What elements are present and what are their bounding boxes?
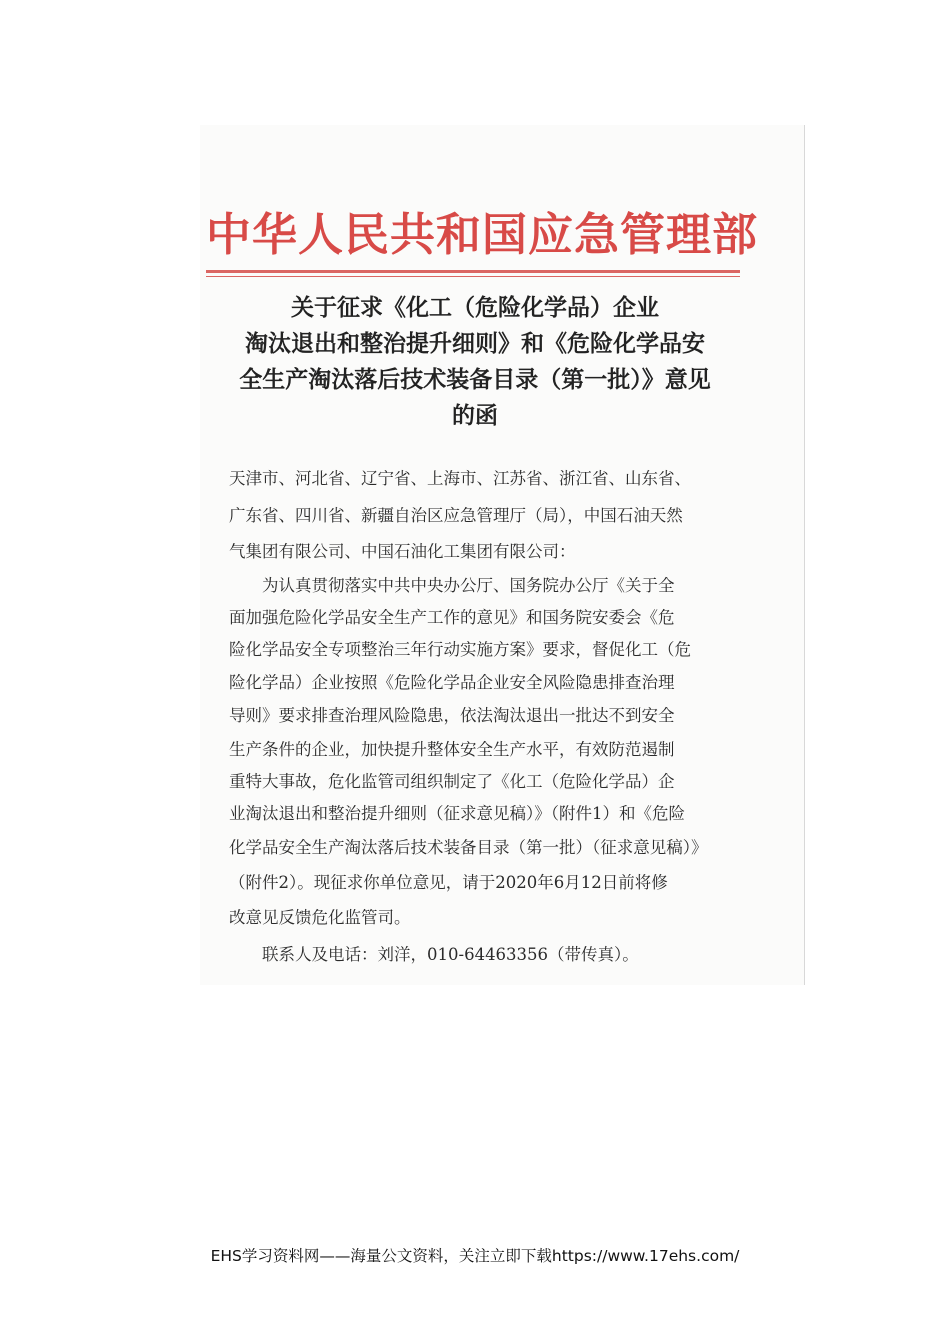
contact-line: 联系人及电话：刘洋，010-64463356（带传真）。 [229, 945, 639, 964]
letterhead-rule-thin [206, 276, 740, 277]
body-line-2: 广东省、四川省、新疆自治区应急管理厅（局），中国石油天然 [229, 506, 683, 525]
body-line-1: 天津市、河北省、辽宁省、上海市、江苏省、浙江省、山东省、 [229, 469, 691, 488]
body-line-8: 导则》要求排查治理风险隐患，依法淘汰退出一批达不到安全 [229, 706, 675, 725]
body-line-3: 气集团有限公司、中国石油化工集团有限公司： [229, 542, 576, 561]
body-line-14: 改意见反馈危化监管司。 [229, 908, 411, 927]
body-line-13: （附件2）。现征求你单位意见，请于2020年6月12日前将修 [229, 873, 668, 892]
body-line-11: 业淘汰退出和整治提升细则（征求意见稿）》（附件1）和《危险 [229, 804, 685, 823]
body-line-12: 化学品安全生产淘汰落后技术装备目录（第一批）（征求意见稿）》 [229, 838, 708, 857]
body-line-10: 重特大事故，危化监管司组织制定了《化工（危险化学品）企 [229, 772, 675, 791]
document-title-line-1: 关于征求《化工（危险化学品）企业 [291, 295, 659, 321]
letterhead-rule-thick [206, 270, 740, 273]
body-line-9: 生产条件的企业，加快提升整体安全生产水平，有效防范遏制 [229, 740, 675, 759]
document-title-line-3: 全生产淘汰落后技术装备目录（第一批）》意见 [239, 367, 711, 393]
body-line-5: 面加强危险化学品安全生产工作的意见》和国务院安委会《危 [229, 608, 675, 627]
document-title-line-4: 的函 [452, 403, 498, 429]
scan-right-edge [804, 125, 805, 985]
footer-watermark-text: EHS学习资料网——海量公文资料，关注立即下载https://www.17ehs.com/ [210, 1247, 740, 1265]
ministry-letterhead: 中华人民共和国应急管理部 [206, 208, 759, 261]
body-line-4: 为认真贯彻落实中共中央办公厅、国务院办公厅《关于全 [229, 576, 675, 595]
body-line-6: 险化学品安全专项整治三年行动实施方案》要求，督促化工（危 [229, 640, 691, 659]
body-line-7: 险化学品）企业按照《危险化学品企业安全风险隐患排查治理 [229, 673, 675, 692]
document-title-line-2: 淘汰退出和整治提升细则》和《危险化学品安 [245, 331, 705, 357]
